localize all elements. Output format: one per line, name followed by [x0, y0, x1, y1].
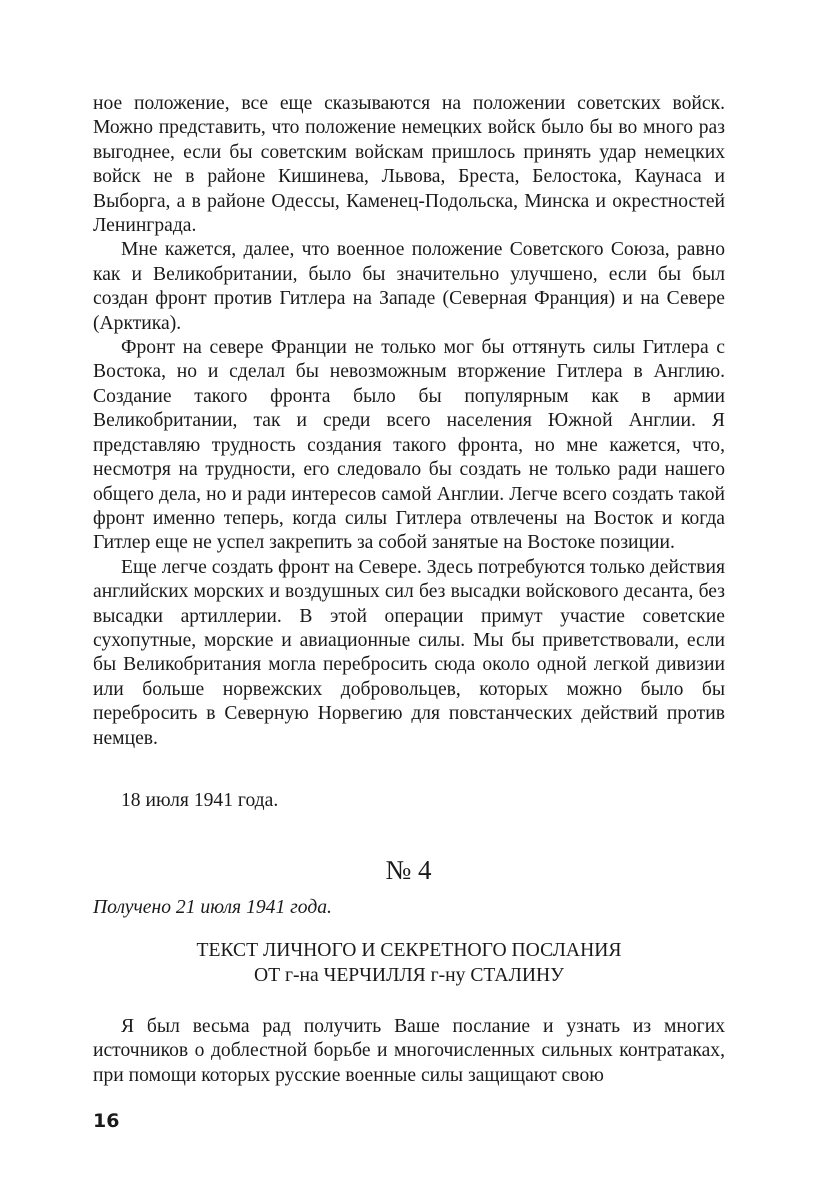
paragraph: Я был весьма рад получить Ваше послание и узнать из многих источников о доблестной борьбе и многочисленных сильных контратаках, при помощи которых русские военные силы защищают свою	[93, 1016, 725, 1086]
page-number: 16	[93, 1110, 120, 1132]
paragraph: Фронт на севере Франции не только мог бы оттянуть силы Гитлера с Востока, но и сделал бы невозможным вторжение Гитлера в Англию. Создание такого фронта было бы популярным как в армии Великобритании, так и среди всего населения Южной Англии. Я представляю трудность создания такого фронта, но мне кажется, что, несмотря на трудности, его следовало бы создать не только ради нашего общего дела, но и ради интересов самой Англии. Легче всего создать такой фронт именно теперь, когда силы Гитлера отвлечены на Восток и когда Гитлер еще не успел закрепить за собой занятые на Востоке позиции.	[93, 337, 725, 554]
heading-line: ОТ г-на ЧЕРЧИЛЛЯ г-ну СТАЛИНУ	[253, 965, 565, 986]
body-text-bottom	[93, 1015, 725, 1088]
paragraph: Мне кажется, далее, что военное положение Советского Союза, равно как и Великобритании, было бы значительно улучшено, если бы был создан фронт против Гитлера на Западе (Северная Франция) и на Севере (Арктика).	[93, 239, 725, 334]
document-number: № 4	[385, 855, 432, 885]
body-text-top	[93, 92, 725, 751]
received-note: Получено 21 июля 1941 года.	[93, 897, 332, 918]
message-heading	[93, 938, 725, 988]
heading-line: ТЕКСТ ЛИЧНОГО И СЕКРЕТНОГО ПОСЛАНИЯ	[196, 940, 622, 961]
letter-date: 18 июля 1941 года.	[121, 790, 279, 811]
paragraph: Еще легче создать фронт на Севере. Здесь потребуются только действия английских морских и воздушных сил без высадки войскового десанта, без высадки артиллерии. В этой операции примут участие советские сухопутные, морские и авиационные силы. Мы бы приветствовали, если бы Великобритания могла перебросить сюда около одной легкой дивизии или больше норвежских добровольцев, которых можно было бы перебросить в Северную Норвегию для повстанческих действий против немцев.	[93, 556, 725, 749]
paragraph: ное положение, все еще сказываются на положении советских войск. Можно представить, что положение немецких войск было бы во много раз выгоднее, если бы советским войскам пришлось принять удар немецких войск не в районе Кишинева, Львова, Бреста, Белостока, Каунаса и Выборга, а в районе Одессы, Каменец-Подольска, Минска и окрестностей Ленинграда.	[93, 93, 725, 237]
